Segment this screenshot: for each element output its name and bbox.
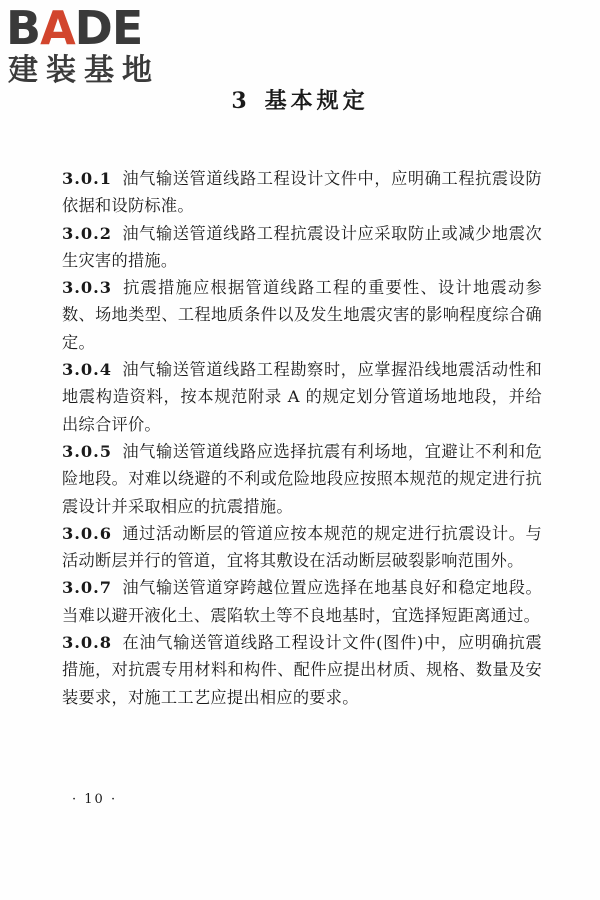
- clause-number: 3.0.1: [62, 169, 113, 188]
- clause-3-0-1: [62, 165, 542, 220]
- clause-3-0-4: [62, 356, 542, 438]
- clause-text: 油气输送管道穿跨越位置应选择在地基良好和稳定地段。当难以避开液化土、震陷软土等不良地基时，宜选择短距离通过。: [62, 578, 542, 625]
- section-body: [62, 165, 542, 711]
- clause-number: 3.0.2: [62, 223, 113, 243]
- logo: [6, 2, 176, 90]
- clause-3-0-7: [62, 574, 542, 629]
- logo-wordmark: [6, 2, 142, 54]
- section-number: 3: [231, 88, 251, 114]
- clause-3-0-8: [62, 629, 542, 711]
- logo-letters-de: DE: [74, 1, 143, 55]
- logo-subtitle: 建装基地: [8, 53, 160, 88]
- clause-text: 通过活动断层的管道应按本规范的规定进行抗震设计。与活动断层并行的管道，宜将其敷设在活动断层破裂影响范围外。: [62, 523, 542, 571]
- clause-number: 3.0.3: [62, 278, 113, 298]
- clause-3-0-3: [62, 274, 542, 356]
- clause-3-0-2: [62, 220, 542, 275]
- clause-number: 3.0.6: [62, 523, 113, 543]
- clause-number: 3.0.7: [62, 578, 113, 598]
- clause-3-0-6: [62, 520, 542, 575]
- clause-number: 3.0.5: [62, 441, 113, 461]
- clause-text: 油气输送管道线路工程设计文件中，应明确工程抗震设防依据和设防标准。: [62, 169, 542, 216]
- clause-text: 在油气输送管道线路工程设计文件(图件)中，应明确抗震措施，对抗震专用材料和构件、配件应提出材质、规格、数量及安装要求，对施工工艺应提出相应的要求。: [62, 633, 542, 707]
- logo-letter-a: A: [40, 1, 75, 55]
- clause-text: 油气输送管道线路工程勘察时，应掌握沿线地震活动性和地震构造资料，按本规范附录 A 的规定划分管道场地地段，并给出综合评价。: [62, 360, 542, 434]
- clause-text: 油气输送管道线路工程抗震设计应采取防止或减少地震次生灾害的措施。: [62, 223, 542, 270]
- page-number: · 10 ·: [72, 792, 118, 807]
- section-heading: 基本规定: [264, 88, 369, 114]
- clause-text: 抗震措施应根据管道线路工程的重要性、设计地震动参数、场地类型、工程地质条件以及发生地震灾害的影响程度综合确定。: [62, 278, 542, 352]
- clause-3-0-5: [62, 438, 542, 520]
- clause-number: 3.0.4: [62, 360, 113, 380]
- clause-number: 3.0.8: [62, 633, 113, 653]
- logo-letter-b: B: [6, 1, 41, 55]
- clause-text: 油气输送管道线路应选择抗震有利场地，宜避让不利和危险地段。对难以绕避的不利或危险地段应按照本规范的规定进行抗震设计并采取相应的抗震措施。: [62, 441, 542, 516]
- section-title: [0, 86, 600, 116]
